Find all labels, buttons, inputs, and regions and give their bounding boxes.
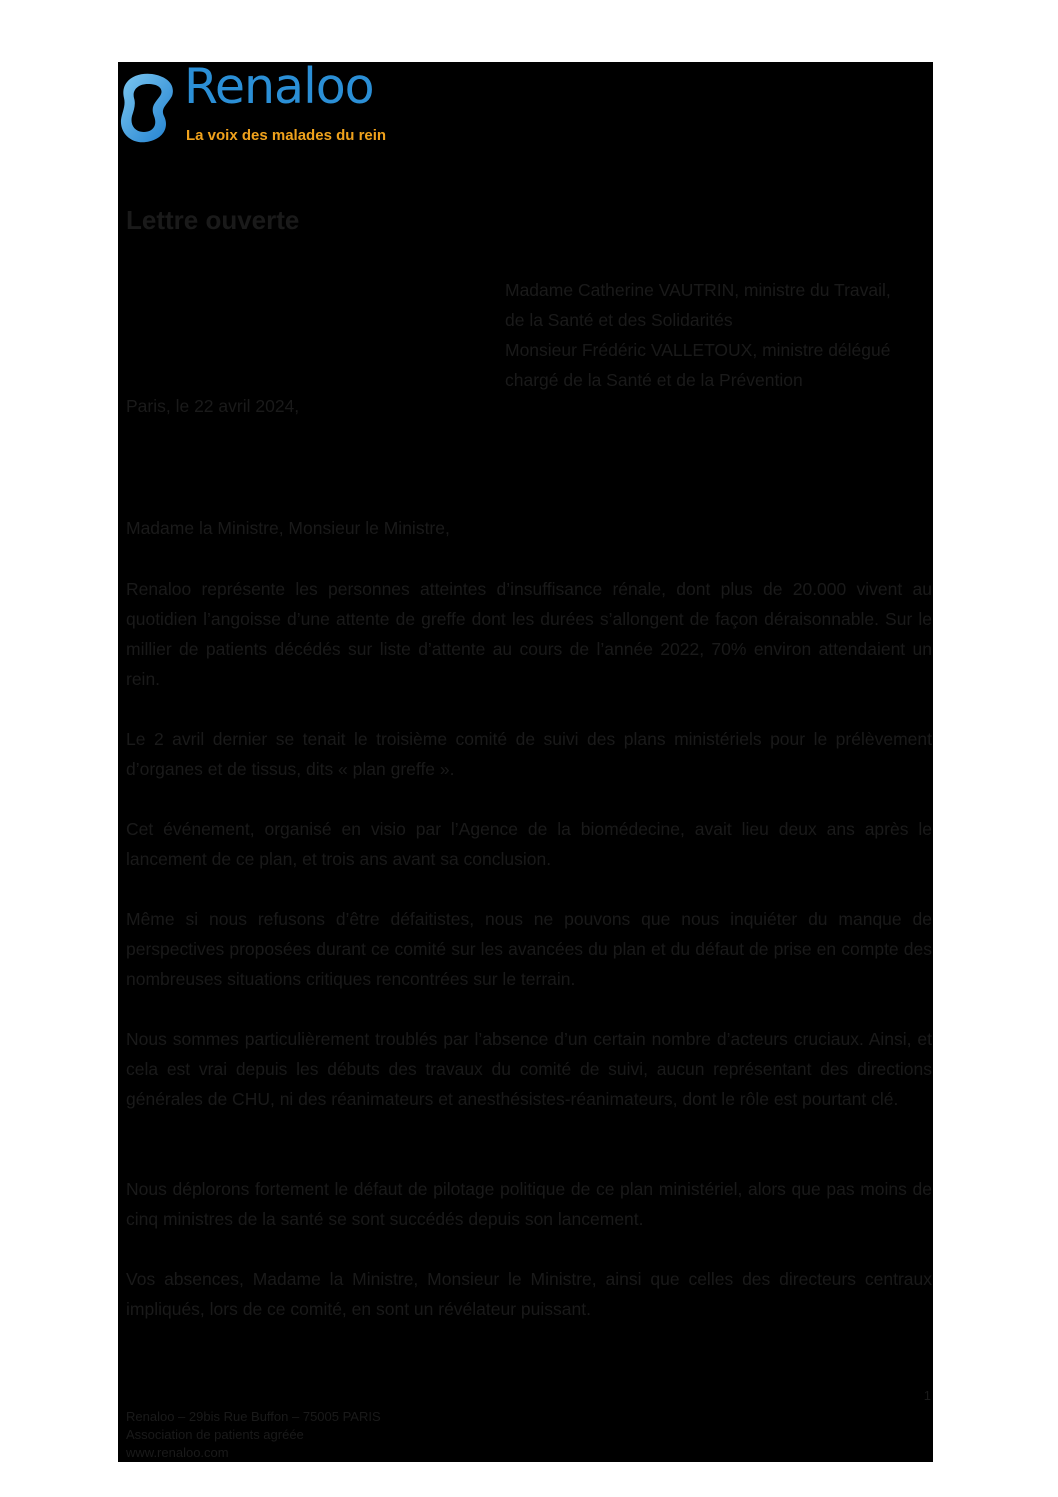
body-paragraph: Cet événement, organisé en visio par l’Agence de la biomédecine, avait lieu deux ans après le lancement de ce plan, et trois ans avant sa conclusion. (126, 819, 932, 869)
salutation: Madame la Ministre, Monsieur le Ministre, (126, 518, 450, 538)
body-paragraph: Nous déplorons fortement le défaut de pilotage politique de ce plan ministériel, alors que pas moins de cinq ministres de la santé se sont succédés depuis son lancement. (126, 1179, 932, 1229)
body-paragraph: Le 2 avril dernier se tenait le troisième comité de suivi des plans ministériels pour le prélèvement d’organes et de tissus, dits « plan greffe ». (126, 729, 932, 779)
recipient-line: chargé de la Santé et de la Prévention (505, 370, 803, 390)
footer-status: Association de patients agréée (126, 1427, 304, 1442)
recipient-line: de la Santé et des Solidarités (505, 310, 733, 330)
logo-wordmark: Renaloo (184, 58, 374, 115)
kidney-icon (118, 68, 178, 148)
letter-page (118, 58, 933, 1462)
footer-address: Renaloo – 29bis Rue Buffon – 75005 PARIS (126, 1409, 381, 1424)
footer (126, 1408, 381, 1462)
logo-tagline: La voix des malades du rein (186, 127, 387, 144)
body-paragraph: Vos absences, Madame la Ministre, Monsieur le Ministre, ainsi que celles des directeurs centraux impliqués, lors de ce comité, en sont un révélateur puissant. (126, 1269, 932, 1319)
recipient-line: Monsieur Frédéric VALLETOUX, ministre délégué (505, 340, 891, 360)
body-paragraph: Même si nous refusons d’être défaitistes, nous ne pouvons que nous inquiéter du manque de perspectives proposées durant ce comité sur les avancées du plan et du défaut de prise en compte des nombreuses situations critiques rencontrées sur le terrain. (126, 909, 932, 989)
renaloo-logo (118, 58, 418, 148)
footer-website: www.renaloo.com (126, 1445, 229, 1460)
recipients-block (505, 275, 933, 395)
body-paragraph: Nous sommes particulièrement troublés par l’absence d’un certain nombre d’acteurs cruciaux. Ainsi, et cela est vrai depuis les débuts des travaux du comité de suivi, aucun représentant des directions générales de CHU, ni des réanimateurs et anesthésistes-réanimateurs, dont le rôle est pourtant clé. (126, 1029, 932, 1109)
recipient-line: Madame Catherine VAUTRIN, ministre du Travail, (505, 280, 891, 300)
letter-date: Paris, le 22 avril 2024, (126, 396, 300, 416)
letter-title: Lettre ouverte (126, 205, 300, 235)
body-paragraph: Renaloo représente les personnes atteintes d’insuffisance rénale, dont plus de 20.000 vivent au quotidien l’angoisse d’une attente de greffe dont les durées s’allongent de façon déraisonnable. Sur le millier de patients décédés sur liste d’attente au cours de l’année 2022, 70% environ attendaient un rein. (126, 579, 932, 689)
page-number: 1 (923, 1388, 931, 1403)
